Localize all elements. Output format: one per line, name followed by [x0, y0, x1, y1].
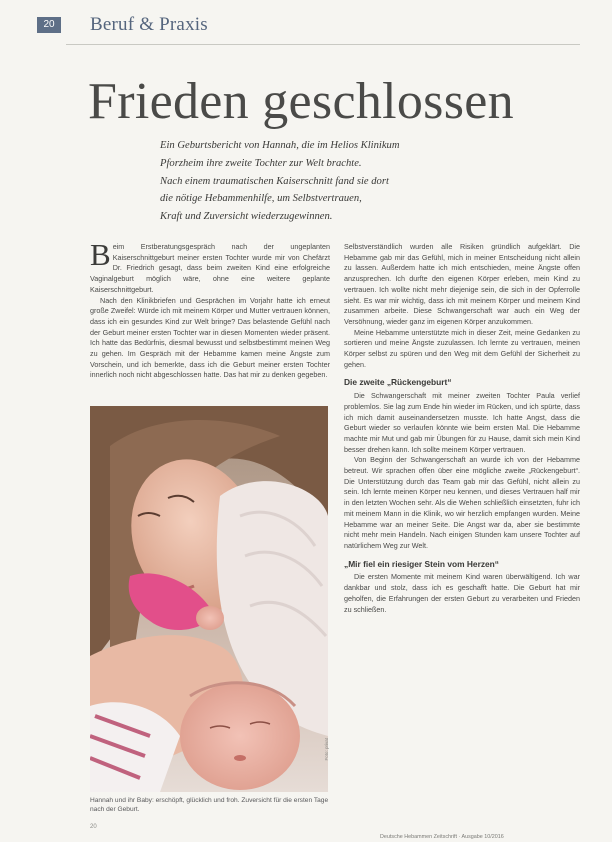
body-paragraph: Selbstverständlich wurden alle Risiken gründlich aufgeklärt. Die Hebamme gab mir das Gefühl, mich in meiner Entscheidung nicht allein zu lassen. Außerdem hatte ich mich entschieden, meine Ängste offen anzusprechen. Ich durfte den eigenen Körper erleben, mein Kind zu vertrauen. Ich wollte nicht mehr diejenige sein, die sich in der Opferrolle sieht. Es war mir wichtig, dass ich mit meinem Körper und meinem Kind zusammen arbeite. Diese Schwangerschaft war auch ein Weg der Versöhnung, wieder ganz im eigenen Körper anzukommen. — [344, 242, 580, 326]
body-column-right — [344, 242, 580, 615]
lead-line: Kraft und Zuversicht wiederzugewinnen. — [160, 211, 333, 223]
lead-line: Nach einem traumatischen Kaiserschnitt fand sie dort — [160, 175, 389, 187]
body-text: eim Erstberatungsgespräch nach der ungeplanten Kaiserschnittgeburt meiner ersten Tochter wurde mir von Chefärzt Dr. Friedrich gesagt, dass beim zweiten Kind eine erfolgreiche Vaginalgeburt möglich wäre, ohne eine weitere geplante Kaiserschnittgeburt. — [90, 242, 330, 294]
body-paragraph: Die ersten Momente mit meinem Kind waren überwältigend. Ich war dankbar und stolz, dass ich es geschafft hatte. Die Geburt hat mir geholfen, die Erfahrungen der ersten Geburt zu verarbeiten und Frieden zu schließen. — [344, 572, 580, 614]
subheading: Die zweite „Rückengeburt“ — [344, 377, 452, 388]
page-number-badge: 20 — [37, 17, 61, 33]
body-paragraph — [90, 237, 330, 296]
body-paragraph: Nach den Klinikbriefen und Gesprächen im Vorjahr hatte ich erneut große Zweifel: Würde ich mit meinem Körper und Mutter vertrauen können, dass ich ein gesundes Kind zur Welt bringe? Das belastende Gefühl nach der Geburt meiner ersten Tochter war in diesen Momenten wieder präsent. Ich hatte das Bedürfnis, diesmal bewusst und selbstbestimmt meinen Weg zu gehen. Im Gespräch mit der Hebamme kamen meine Ängste zum Vorschein, und ich bemerkte, dass ich die Geburt meiner ersten Tochter innerlich noch nicht abgeschlossen hatte. Das hat mir zu denken gegeben. — [90, 295, 330, 380]
section-title: Beruf & Praxis — [90, 14, 208, 35]
lead-line: Ein Geburtsbericht von Hannah, die im Helios Klinikum — [160, 140, 400, 151]
photo-credit: Foto: privat — [324, 738, 329, 761]
body-paragraph: Die Schwangerschaft mit meiner zweiten Tochter Paula verlief problemlos. Sie lag zum Ende hin wieder im Rücken, und ich spürte, dass ich mich damit auseinandersetzen musste. Ich hatte Angst, dass die Geburt wieder so verlaufen könnte wie beim ersten Mal. Die Hebamme machte mir Mut und gab mir Übungen für zu Hause, damit sich mein Kind besser drehen kann. Ich sollte meinem Körper vertrauen. — [344, 391, 580, 454]
photo-illustration — [90, 406, 328, 792]
header-divider — [66, 44, 580, 45]
article-lead — [160, 137, 460, 226]
lead-line: die nötige Hebammenhilfe, um Selbstvertrauen, — [160, 193, 362, 205]
page-footer: Deutsche Hebammen Zeitschrift · Ausgabe 10/2016 — [380, 834, 504, 840]
page-folio: 20 — [90, 824, 97, 830]
body-column-left — [90, 237, 330, 381]
drop-cap: B — [90, 237, 111, 272]
body-paragraph: Meine Hebamme unterstützte mich in dieser Zeit, meine Gedanken zu sortieren und meine Ängste zuzulassen. Ich lernte zu vertrauen, meinen Körper selbst zu spüren und den Weg mit dem Gefühl der Sicherheit zu gehen. — [344, 327, 580, 369]
article-title: Frieden geschlossen — [88, 73, 514, 130]
photo-caption: Hannah und ihr Baby: erschöpft, glücklich und froh. Zuversicht für die ersten Tage nach der Geburt. — [90, 797, 329, 814]
body-paragraph: Von Beginn der Schwangerschaft an wurde ich von der Hebamme betreut. Wir sprachen offen über eine mögliche zweite „Rückengeburt“. Die Unterstützung durch das Team gab mir das Gefühl, nicht allein zu sein. Ich lernte meinen Körper neu kennen, und dieses Vertrauen half mir in den letzten Wochen sehr. Als die Wehen schließlich einsetzten, fuhr ich mit meinem Mann in die Klinik, wo wir herzlich empfangen wurden. Meine Hebamme war an meiner Seite. Die Angst war da, aber sie bestimmte nicht mehr mein Handeln. Nach einigen Stunden kam unsere Tochter auf natürlichem Weg zur Welt. — [344, 455, 580, 550]
subheading: „Mir fiel ein riesiger Stein vom Herzen“ — [344, 558, 499, 569]
mother-baby-photo — [90, 406, 328, 792]
lead-line: Pforzheim ihre zweite Tochter zur Welt brachte. — [160, 157, 362, 169]
